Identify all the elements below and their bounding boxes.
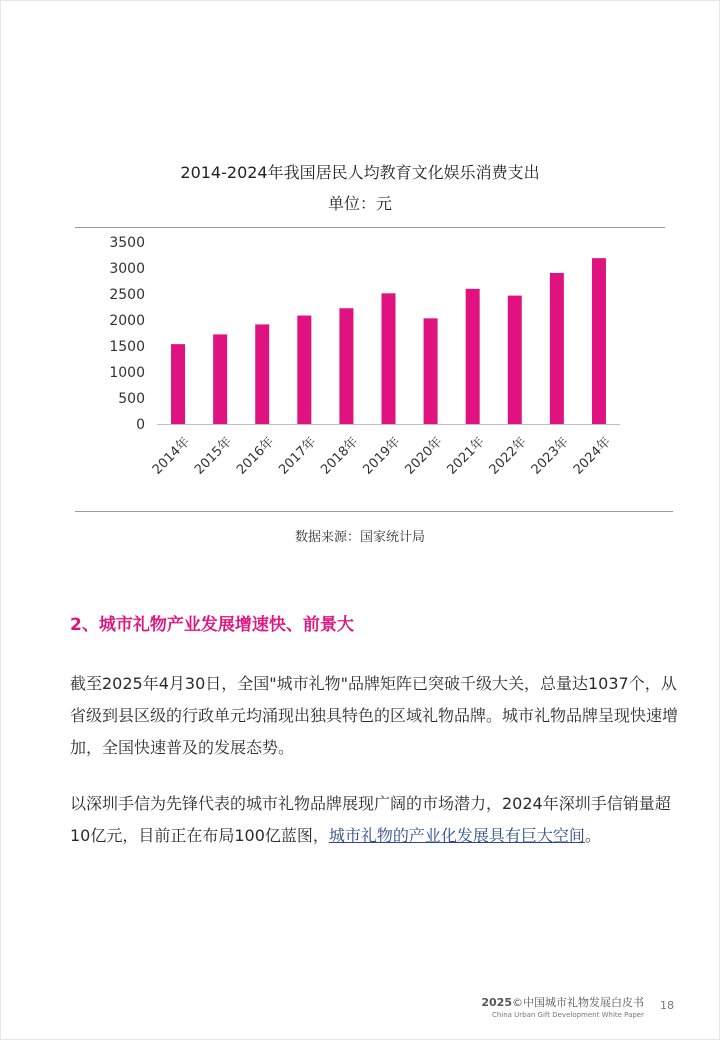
y-axis-ticks [109,235,145,433]
x-tick-label: 2018年 [318,434,362,478]
x-tick-label: 2019年 [360,434,404,478]
y-tick-label: 3000 [109,261,145,277]
y-tick-label: 500 [118,391,145,407]
footer-subtitle: China Urban Gift Development White Paper [491,1011,644,1019]
x-tick-label: 2022年 [486,434,530,478]
x-tick-label: 2017年 [276,434,320,478]
bar [382,293,396,424]
chart-unit: 单位：元 [327,194,392,213]
section-heading: 2、城市礼物产业发展增速快、前景大 [70,615,354,635]
footer-title-text: 中国城市礼物发展白皮书 [523,996,644,1009]
page-number: 18 [660,999,674,1012]
bar [466,289,480,424]
y-tick-label: 0 [136,417,145,433]
bars [171,258,606,424]
bar [508,296,522,424]
x-axis-ticks [149,434,614,478]
x-tick-label: 2023年 [528,434,572,478]
y-tick-label: 2500 [109,287,145,303]
x-tick-label: 2015年 [191,434,236,478]
bar [213,334,227,424]
y-tick-label: 1500 [109,339,145,355]
x-tick-label: 2021年 [444,434,488,478]
x-tick-label: 2016年 [234,434,278,478]
data-source: 数据来源：国家统计局 [294,530,425,545]
copyright-icon: © [512,996,523,1009]
y-tick-label: 1000 [109,365,145,381]
paragraph-2-link[interactable]: 城市礼物的产业化发展具有巨大空间 [328,826,585,845]
paragraph-2-text: 以深圳手信为先锋代表的城市礼物品牌展现广阔的市场潜力，2024年深圳手信销量超10亿元，目前正在布局100亿蓝图， [70,794,671,845]
paragraph-1: 截至2025年4月30日，全国"城市礼物"品牌矩阵已突破千级大关，总量达1037个，从省级到县区级的行政单元均涌现出独具特色的区域礼物品牌。城市礼物品牌呈现快速增加，全国快速普及的发展态势。 [70,674,679,757]
footer-title [481,994,644,1010]
bar [255,324,269,424]
chart-bottom-rule [75,511,673,512]
x-tick-label: 2014年 [149,434,194,478]
chart-title: 2014-2024年我国居民人均教育文化娱乐消费支出 [180,163,540,182]
y-tick-label: 2000 [109,313,145,329]
bar [297,316,311,424]
y-tick-label: 3500 [109,235,145,251]
x-tick-label: 2024年 [570,434,615,478]
bar [592,258,606,424]
bar [171,344,185,424]
footer-year: 2025 [481,996,512,1009]
bar [339,308,353,424]
bar-chart [0,228,720,508]
paragraph-2 [70,788,690,852]
bar [550,273,564,424]
x-tick-label: 2020年 [402,434,446,478]
paragraph-2-end: 。 [584,826,601,845]
bar [424,318,438,424]
